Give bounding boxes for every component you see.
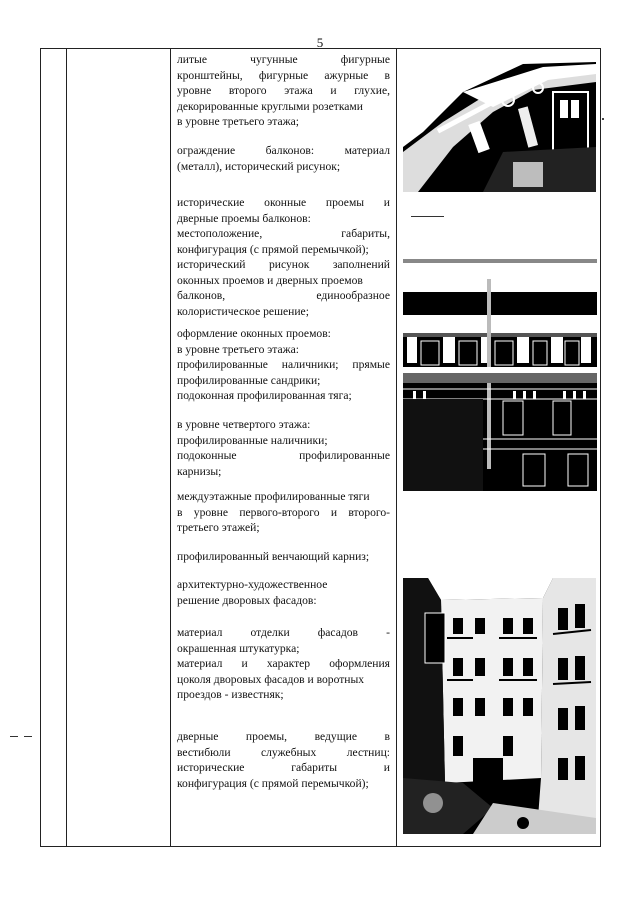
text-line: оформление оконных проемов: [177,327,331,340]
text-line: третьего этажей; [177,521,260,534]
text-line: подоконная профилированная тяга; [177,389,352,402]
text-line: уровне второго этажа и глухие, [177,84,390,97]
text-line: карнизы; [177,464,222,478]
text-line: в уровне третьего этажа; [177,115,300,128]
text-line: профилированный венчающий карниз; [177,550,370,563]
text-line: профилированные наличники; прямые [177,358,390,371]
text-line: оконных проемов и дверных проемов [177,273,363,287]
description-paragraph [177,417,390,479]
description-paragraph [177,489,390,536]
text-line: профилированные сандрики; [177,373,321,387]
text-line: кронштейны, фигурные ажурные в [177,68,390,82]
text-line: в уровне третьего этажа: [177,342,300,356]
description-paragraph [177,729,390,791]
text-line: проездов - известняк; [177,688,284,701]
text-line: колористическое решение; [177,304,309,318]
text-line: дверные проемы балконов: [177,211,311,225]
text-line: материал и характер оформления [177,657,390,670]
column-divider-3 [396,48,397,847]
courtyard-facade-photo [403,578,596,834]
text-line: балконов, единообразное [177,289,390,302]
text-line: профилированные наличники; [177,433,328,447]
text-line: конфигурация (с прямой перемычкой); [177,242,369,256]
description-paragraph [177,625,390,703]
description-paragraph [177,195,390,319]
text-line: литые чугунные фигурные [177,53,390,66]
balcony-brackets-photo [403,52,596,192]
description-paragraph [177,549,390,565]
text-line: (металл), исторический рисунок; [177,159,341,173]
text-line: ограждение балконов: материал [177,144,390,157]
margin-mark-left [10,736,18,737]
short-rule [411,216,444,217]
text-line: в уровне четвертого этажа: [177,418,311,431]
text-line: исторические габариты и [177,761,390,774]
text-line: архитектурно-художественное [177,578,328,591]
text-line: в уровне первого-второго и второго- [177,505,390,519]
scan-speck [602,118,604,120]
text-line: окрашенная штукатурка; [177,641,300,655]
description-paragraph [177,326,390,404]
text-line: междуэтажные профилированные тяги [177,490,370,503]
text-line: местоположение, габариты, [177,227,390,240]
text-line: решение дворовых фасадов: [177,593,317,607]
text-line: подоконные профилированные [177,449,390,462]
text-line: вестибюли служебных лестниц: [177,745,390,759]
text-line: цоколя дворовых фасадов и воротных [177,672,365,686]
description-paragraph [177,52,390,130]
text-line: конфигурация (с прямой перемычкой); [177,776,369,790]
text-line: дверные проемы, ведущие в [177,730,390,743]
page-number: 5 [316,35,324,50]
margin-mark-right [24,736,32,737]
text-line: исторический рисунок заполнений [177,258,390,271]
description-paragraph [177,143,390,174]
text-line: исторические оконные проемы и [177,196,390,209]
street-facade-photo [403,249,597,491]
column-divider-2 [170,48,171,847]
description-paragraph [177,577,390,608]
column-divider-1 [66,48,67,847]
text-line: декорированные круглыми розетками [177,99,363,113]
text-line: материал отделки фасадов - [177,626,390,639]
